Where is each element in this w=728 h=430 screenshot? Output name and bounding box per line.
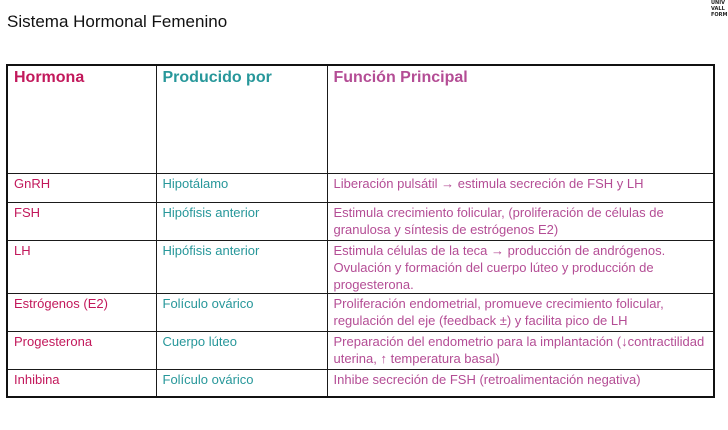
university-logo: UNIV VALL FORM bbox=[711, 0, 728, 18]
cell-producido-por: Folículo ovárico bbox=[156, 294, 327, 332]
cell-producido-por: Cuerpo lúteo bbox=[156, 332, 327, 370]
cell-hormona: LH bbox=[7, 241, 156, 294]
table-row bbox=[7, 332, 714, 370]
cell-funcion: Estimula crecimiento folicular, (proliferación de células de granulosa y síntesis de estrógenos E2) bbox=[327, 203, 714, 241]
cell-funcion: Proliferación endometrial, promueve crecimiento folicular, regulación del eje (feedback ±) y facilita pico de LH bbox=[327, 294, 714, 332]
hormone-table bbox=[6, 64, 715, 398]
cell-hormona: Progesterona bbox=[7, 332, 156, 370]
header-funcion-principal: Función Principal bbox=[327, 65, 714, 174]
cell-producido-por: Hipotálamo bbox=[156, 174, 327, 203]
cell-funcion: Preparación del endometrio para la implantación (↓contractilidad uterina, ↑ temperatura basal) bbox=[327, 332, 714, 370]
table-row bbox=[7, 241, 714, 294]
cell-producido-por: Hipófisis anterior bbox=[156, 241, 327, 294]
cell-hormona: FSH bbox=[7, 203, 156, 241]
table-header-row bbox=[7, 65, 714, 174]
table-row bbox=[7, 203, 714, 241]
cell-producido-por: Hipófisis anterior bbox=[156, 203, 327, 241]
page-title: Sistema Hormonal Femenino bbox=[7, 12, 228, 31]
cell-hormona: GnRH bbox=[7, 174, 156, 203]
header-producido-por: Producido por bbox=[156, 65, 327, 174]
table-row bbox=[7, 370, 714, 397]
cell-funcion: Estimula células de la teca → producción de andrógenos. Ovulación y formación del cuerpo lúteo y producción de progesterona. bbox=[327, 241, 714, 294]
cell-producido-por: Folículo ovárico bbox=[156, 370, 327, 397]
cell-funcion: Inhibe secreción de FSH (retroalimentación negativa) bbox=[327, 370, 714, 397]
header-hormona: Hormona bbox=[7, 65, 156, 174]
cell-hormona: Inhibina bbox=[7, 370, 156, 397]
cell-hormona: Estrógenos (E2) bbox=[7, 294, 156, 332]
cell-funcion: Liberación pulsátil → estimula secreción de FSH y LH bbox=[327, 174, 714, 203]
table-row bbox=[7, 294, 714, 332]
table-row bbox=[7, 174, 714, 203]
